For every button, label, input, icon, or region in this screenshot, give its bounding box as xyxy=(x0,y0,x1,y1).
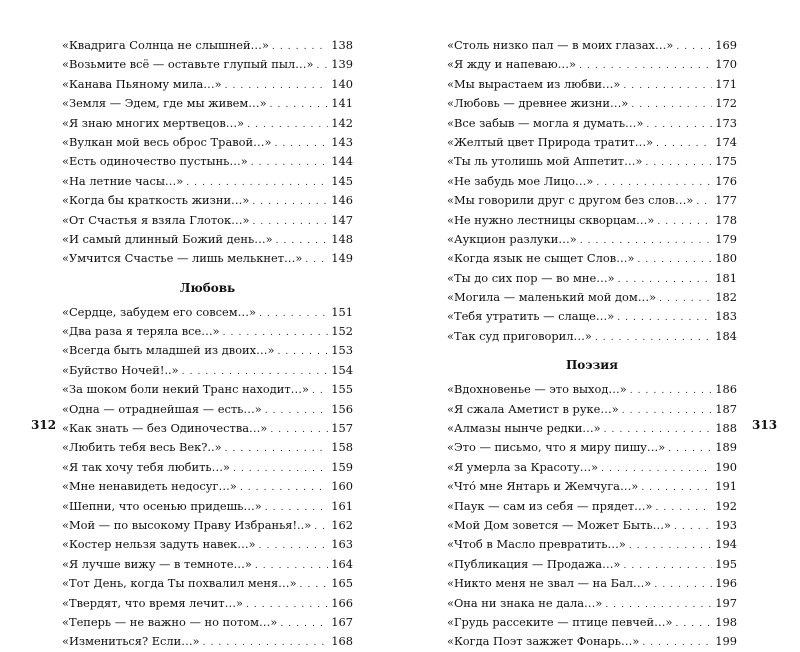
dot-leader xyxy=(674,518,712,535)
dot-leader xyxy=(265,499,328,516)
entry-title: «Паук — сам из себя — прядет…» xyxy=(447,498,653,513)
entry-title: «Мы вырастаем из любви…» xyxy=(447,76,621,91)
dot-leader xyxy=(604,421,712,438)
dot-leader xyxy=(259,305,328,322)
toc-entry xyxy=(62,55,353,74)
dot-leader xyxy=(642,634,712,651)
toc-entry xyxy=(447,230,737,249)
toc-entry xyxy=(447,133,737,152)
entry-page-number: 153 xyxy=(331,343,353,358)
dot-leader xyxy=(186,174,328,191)
dot-leader xyxy=(676,38,712,55)
entry-page-number: 139 xyxy=(331,57,353,72)
dot-leader xyxy=(251,154,328,171)
toc-entry xyxy=(62,632,353,651)
entry-title: «Канава Пьяному мила…» xyxy=(62,76,222,91)
dot-leader xyxy=(629,537,712,554)
dot-leader xyxy=(317,57,328,74)
entry-title: «Костер нельзя задуть навек…» xyxy=(62,537,256,552)
entry-title: «Я жду и напеваю…» xyxy=(447,57,577,72)
toc-entry xyxy=(447,613,737,632)
entry-page-number: 160 xyxy=(331,479,353,494)
dot-leader xyxy=(246,596,328,613)
entry-title: «Я так хочу тебя любить…» xyxy=(62,459,230,474)
entry-title: «Так суд приговорил…» xyxy=(447,328,592,343)
toc-list xyxy=(62,36,353,269)
toc-entry xyxy=(447,249,737,268)
entry-title: «Мой — по высокому Праву Избранья!..» xyxy=(62,517,312,532)
entry-page-number: 184 xyxy=(715,328,737,343)
dot-leader xyxy=(252,193,328,210)
toc-entry xyxy=(447,172,737,191)
toc-entry xyxy=(447,307,737,326)
toc-entry xyxy=(62,230,353,249)
toc-entry xyxy=(62,419,353,438)
entry-page-number: 170 xyxy=(715,57,737,72)
entry-page-number: 161 xyxy=(331,498,353,513)
entry-page-number: 146 xyxy=(331,193,353,208)
dot-leader xyxy=(300,576,328,593)
entry-page-number: 186 xyxy=(715,382,737,397)
toc-entry xyxy=(447,94,737,113)
entry-title: «Когда язык не сыщет Слов…» xyxy=(447,251,635,266)
dot-leader xyxy=(247,116,328,133)
entry-title: «Это — письмо, что я миру пишу…» xyxy=(447,440,666,455)
entry-title: «Мой Дом зовется — Может Быть…» xyxy=(447,517,671,532)
dot-leader xyxy=(637,251,712,268)
toc-entry xyxy=(447,574,737,593)
dot-leader xyxy=(630,382,712,399)
entry-title: «Грудь рассеките — птице певчей…» xyxy=(447,614,673,629)
entry-page-number: 195 xyxy=(715,556,737,571)
entry-title: «Земля — Эдем, где мы живем…» xyxy=(62,96,267,111)
entry-page-number: 173 xyxy=(715,115,737,130)
toc-entry xyxy=(62,497,353,516)
toc-entry xyxy=(62,249,353,268)
entry-page-number: 155 xyxy=(331,382,353,397)
dot-leader xyxy=(601,460,712,477)
toc-entry xyxy=(447,55,737,74)
entry-page-number: 180 xyxy=(715,251,737,266)
entry-page-number: 157 xyxy=(331,421,353,436)
entry-title: «Любить тебя весь Век?..» xyxy=(62,440,222,455)
dot-leader xyxy=(312,382,328,399)
entry-page-number: 149 xyxy=(331,251,353,266)
toc-entry xyxy=(447,269,737,288)
entry-page-number: 164 xyxy=(331,556,353,571)
entry-title: «Тебя утратить — слаще…» xyxy=(447,309,615,324)
entry-title: «Сердце, забудем его совсем…» xyxy=(62,304,257,319)
toc-entry xyxy=(62,322,353,341)
entry-title: «Твердят, что время лечит…» xyxy=(62,595,243,610)
entry-title: «И самый длинный Божий день…» xyxy=(62,231,273,246)
dot-leader xyxy=(225,77,328,94)
toc-entry xyxy=(447,36,737,55)
dot-leader xyxy=(656,135,712,152)
entry-title: «Измениться? Если…» xyxy=(62,634,200,649)
toc-entry xyxy=(62,303,353,322)
dot-leader xyxy=(274,135,328,152)
dot-leader xyxy=(255,557,328,574)
entry-title: «Все забыв — могла я думать…» xyxy=(447,115,644,130)
left-page xyxy=(62,36,353,652)
entry-page-number: 189 xyxy=(715,440,737,455)
page-number: 313 xyxy=(752,418,778,432)
dot-leader xyxy=(225,440,328,457)
entry-page-number: 172 xyxy=(715,96,737,111)
toc-entry xyxy=(62,341,353,360)
entry-page-number: 187 xyxy=(715,401,737,416)
dot-leader xyxy=(668,440,712,457)
toc-entry xyxy=(62,152,353,171)
entry-page-number: 194 xyxy=(715,537,737,552)
dot-leader xyxy=(605,596,712,613)
entry-title: «Вулкан мой весь оброс Травой…» xyxy=(62,134,272,149)
entry-title: «Публикация — Продажа…» xyxy=(447,556,621,571)
toc-entry xyxy=(62,438,353,457)
dot-leader xyxy=(595,329,712,346)
entry-page-number: 181 xyxy=(715,270,737,285)
entry-page-number: 140 xyxy=(331,76,353,91)
dot-leader xyxy=(277,343,328,360)
dot-leader xyxy=(233,460,328,477)
toc-entry xyxy=(447,458,737,477)
toc-entry xyxy=(447,288,737,307)
entry-title: «Не нужно лестницы скворцам…» xyxy=(447,212,655,227)
entry-page-number: 196 xyxy=(715,576,737,591)
entry-title: «От Счастья я взяла Глоток…» xyxy=(62,212,250,227)
entry-title: «Теперь — не важно — но потом…» xyxy=(62,614,278,629)
entry-title: «Она ни знака не дала…» xyxy=(447,595,603,610)
entry-page-number: 162 xyxy=(331,517,353,532)
toc-entry xyxy=(62,380,353,399)
entry-page-number: 165 xyxy=(331,576,353,591)
entry-title: «Вдохновенье — это выход…» xyxy=(447,382,627,397)
entry-page-number: 176 xyxy=(715,173,737,188)
entry-page-number: 144 xyxy=(331,154,353,169)
toc-entry xyxy=(447,191,737,210)
dot-leader xyxy=(654,576,712,593)
dot-leader xyxy=(580,232,712,249)
entry-page-number: 163 xyxy=(331,537,353,552)
toc-entry xyxy=(62,211,353,230)
toc-entry xyxy=(447,211,737,230)
entry-page-number: 152 xyxy=(331,324,353,339)
dot-leader xyxy=(618,271,712,288)
entry-page-number: 158 xyxy=(331,440,353,455)
dot-leader xyxy=(182,363,328,380)
entry-title: «Что́ мне Янтарь и Жемчуга…» xyxy=(447,479,639,494)
entry-title: «Я сжала Аметист в руке…» xyxy=(447,401,619,416)
toc-entry xyxy=(62,191,353,210)
entry-title: «Желтый цвет Природа тратит…» xyxy=(447,134,654,149)
toc-list xyxy=(62,303,353,652)
toc-entry xyxy=(62,114,353,133)
toc-entry xyxy=(447,497,737,516)
dot-leader xyxy=(270,421,328,438)
dot-leader xyxy=(270,96,328,113)
toc-entry xyxy=(447,380,737,399)
dot-leader xyxy=(659,290,712,307)
toc-entry xyxy=(447,400,737,419)
entry-page-number: 141 xyxy=(331,96,353,111)
entry-page-number: 197 xyxy=(715,595,737,610)
entry-title: «Я лучше вижу — в темноте…» xyxy=(62,556,252,571)
toc-entry xyxy=(447,327,737,346)
dot-leader xyxy=(641,479,712,496)
dot-leader xyxy=(645,154,712,171)
entry-page-number: 175 xyxy=(715,154,737,169)
entry-page-number: 183 xyxy=(715,309,737,324)
entry-title: «Мне ненавидеть недосуг…» xyxy=(62,479,237,494)
dot-leader xyxy=(265,402,328,419)
dot-leader xyxy=(579,57,712,74)
right-page xyxy=(447,36,737,652)
dot-leader xyxy=(623,77,712,94)
toc-entry xyxy=(447,114,737,133)
entry-page-number: 145 xyxy=(331,173,353,188)
entry-page-number: 191 xyxy=(715,479,737,494)
page-number: 312 xyxy=(31,418,57,432)
dot-leader xyxy=(253,213,329,230)
entry-title: «Как знать — без Одиночества…» xyxy=(62,421,268,436)
entry-page-number: 174 xyxy=(715,134,737,149)
entry-title: «Никто меня не звал — на Бал…» xyxy=(447,576,652,591)
entry-page-number: 151 xyxy=(331,304,353,319)
toc-entry xyxy=(447,555,737,574)
dot-leader xyxy=(280,615,328,632)
entry-title: «Ты ль утолишь мой Аппетит…» xyxy=(447,154,643,169)
entry-title: «Алмазы нынче редки…» xyxy=(447,421,601,436)
dot-leader xyxy=(240,479,328,496)
entry-title: «Тот День, когда Ты похвалил меня…» xyxy=(62,576,297,591)
entry-title: «Возьмите всё — оставьте глупый пыл…» xyxy=(62,57,314,72)
entry-page-number: 138 xyxy=(331,38,353,52)
toc-entry xyxy=(447,516,737,535)
entry-page-number: 169 xyxy=(715,38,737,52)
toc-entry xyxy=(447,75,737,94)
entry-page-number: 178 xyxy=(715,212,737,227)
entry-page-number: 193 xyxy=(715,517,737,532)
entry-title: «Два раза я теряла все…» xyxy=(62,324,220,339)
toc-entry xyxy=(62,477,353,496)
toc-entry xyxy=(447,594,737,613)
entry-page-number: 177 xyxy=(715,193,737,208)
entry-title: «Мы говорили друг с другом без слов…» xyxy=(447,193,694,208)
entry-title: «Когда Поэт зажжет Фонарь…» xyxy=(447,634,640,649)
entry-title: «Я знаю многих мертвецов…» xyxy=(62,115,245,130)
dot-leader xyxy=(314,518,328,535)
entry-page-number: 148 xyxy=(331,231,353,246)
entry-title: «Умчится Счастье — лишь мелькнет…» xyxy=(62,251,303,266)
entry-page-number: 166 xyxy=(331,595,353,610)
toc-entry xyxy=(62,594,353,613)
entry-title: «Столь низко пал — в моих глазах…» xyxy=(447,38,674,52)
entry-title: «Шепни, что осенью придешь…» xyxy=(62,498,262,513)
entry-page-number: 167 xyxy=(331,614,353,629)
entry-title: «Чтоб в Масло превратить…» xyxy=(447,537,626,552)
entry-page-number: 188 xyxy=(715,421,737,436)
entry-title: «Квадрига Солнца не слышней…» xyxy=(62,38,269,52)
toc-entry xyxy=(62,574,353,593)
entry-page-number: 198 xyxy=(715,614,737,629)
toc-entry xyxy=(447,535,737,554)
toc-entry xyxy=(62,94,353,113)
toc-entry xyxy=(447,152,737,171)
dot-leader xyxy=(675,615,712,632)
entry-title: «Не забудь мое Лицо…» xyxy=(447,173,594,188)
toc-entry xyxy=(447,477,737,496)
dot-leader xyxy=(617,309,712,326)
section-heading: Любовь xyxy=(179,280,236,295)
entry-page-number: 190 xyxy=(715,459,737,474)
entry-title: «Когда бы краткость жизни…» xyxy=(62,193,250,208)
dot-leader xyxy=(276,232,328,249)
dot-leader xyxy=(272,38,328,55)
entry-page-number: 199 xyxy=(715,634,737,649)
dot-leader xyxy=(657,213,712,230)
dot-leader xyxy=(623,557,712,574)
toc-entry xyxy=(447,419,737,438)
entry-page-number: 159 xyxy=(331,459,353,474)
section-heading: Поэзия xyxy=(565,358,619,373)
entry-title: «Я умерла за Красоту…» xyxy=(447,459,599,474)
toc-list xyxy=(447,36,737,346)
toc-entry xyxy=(62,613,353,632)
entry-page-number: 154 xyxy=(331,362,353,377)
toc-entry xyxy=(62,133,353,152)
entry-title: «Всегда быть младшей из двоих…» xyxy=(62,343,275,358)
toc-entry xyxy=(62,361,353,380)
dot-leader xyxy=(223,324,328,341)
dot-leader xyxy=(622,402,712,419)
entry-page-number: 182 xyxy=(715,290,737,305)
entry-title: «Буйство Ночей!..» xyxy=(62,362,179,377)
toc-entry xyxy=(62,555,353,574)
entry-page-number: 192 xyxy=(715,498,737,513)
dot-leader xyxy=(305,251,328,268)
toc-entry xyxy=(62,516,353,535)
dot-leader xyxy=(646,116,712,133)
entry-page-number: 142 xyxy=(331,115,353,130)
entry-page-number: 171 xyxy=(715,76,737,91)
toc-entry xyxy=(447,438,737,457)
dot-leader xyxy=(696,193,712,210)
toc-entry xyxy=(62,458,353,477)
entry-page-number: 156 xyxy=(331,401,353,416)
dot-leader xyxy=(656,499,712,516)
dot-leader xyxy=(203,634,328,651)
dot-leader xyxy=(259,537,328,554)
toc-entry xyxy=(62,535,353,554)
entry-title: «Аукцион разлуки…» xyxy=(447,231,577,246)
toc-entry xyxy=(62,75,353,94)
entry-title: «Ты до сих пор — во мне…» xyxy=(447,270,615,285)
entry-page-number: 168 xyxy=(331,634,353,649)
dot-leader xyxy=(596,174,712,191)
entry-title: «Одна — отраднейшая — есть…» xyxy=(62,401,262,416)
entry-title: «За шоком боли некий Транс находит…» xyxy=(62,382,310,397)
entry-title: «Любовь — древнее жизни…» xyxy=(447,96,629,111)
entry-page-number: 143 xyxy=(331,134,353,149)
entry-page-number: 179 xyxy=(715,231,737,246)
entry-page-number: 147 xyxy=(331,212,353,227)
entry-title: «На летние часы…» xyxy=(62,173,184,188)
toc-entry xyxy=(62,36,353,55)
toc-entry xyxy=(447,632,737,651)
toc-list xyxy=(447,380,737,651)
dot-leader xyxy=(631,96,712,113)
toc-entry xyxy=(62,172,353,191)
toc-entry xyxy=(62,400,353,419)
entry-title: «Есть одиночество пустынь…» xyxy=(62,154,248,169)
entry-title: «Могила — маленький мой дом…» xyxy=(447,290,657,305)
